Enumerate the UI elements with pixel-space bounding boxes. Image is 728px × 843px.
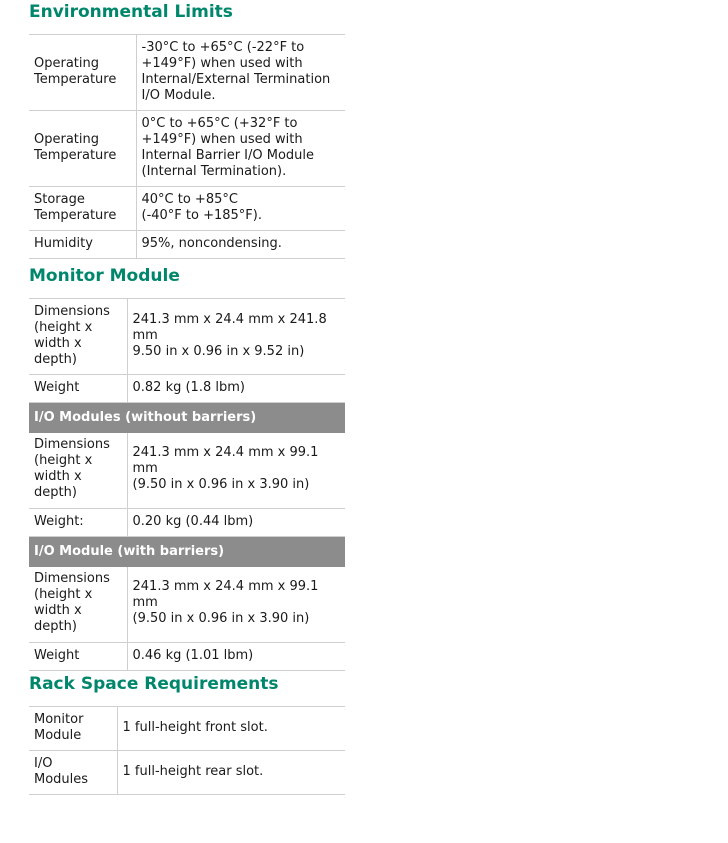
- row-value: 241.3 mm x 24.4 mm x 99.1 mm (9.50 in x 0.96 in x 3.90 in): [127, 567, 345, 643]
- row-value: 0°C to +65°C (+32°F to +149°F) when used with Internal Barrier I/O Module (Internal Termination).: [136, 111, 345, 187]
- monitor-module-heading: Monitor Module: [29, 266, 180, 286]
- table-row: [29, 231, 345, 259]
- rack-space-table: [29, 706, 345, 795]
- environmental-limits-heading: Environmental Limits: [29, 2, 233, 22]
- section-band: [29, 537, 345, 567]
- row-value: 0.46 kg (1.01 lbm): [127, 643, 345, 671]
- monitor-module-table: [29, 298, 345, 671]
- row-label: Weight: [29, 375, 127, 403]
- row-label: Operating Temperature: [29, 35, 136, 111]
- row-label: Dimensions (height x width x depth): [29, 567, 127, 643]
- row-value: 40°C to +85°C (-40°F to +185°F).: [136, 187, 345, 231]
- band-label: I/O Module (with barriers): [29, 537, 345, 567]
- table-row: [29, 509, 345, 537]
- row-value: 1 full-height front slot.: [117, 707, 345, 751]
- row-value: 1 full-height rear slot.: [117, 751, 345, 795]
- table-row: [29, 643, 345, 671]
- row-value: 241.3 mm x 24.4 mm x 241.8 mm 9.50 in x 0.96 in x 9.52 in): [127, 299, 345, 375]
- row-value: 95%, noncondensing.: [136, 231, 345, 259]
- row-label: Humidity: [29, 231, 136, 259]
- row-label: I/O Modules: [29, 751, 117, 795]
- row-label: Dimensions (height x width x depth): [29, 299, 127, 375]
- row-value: 241.3 mm x 24.4 mm x 99.1 mm (9.50 in x 0.96 in x 3.90 in): [127, 433, 345, 509]
- row-value: 0.20 kg (0.44 lbm): [127, 509, 345, 537]
- table-row: [29, 567, 345, 643]
- row-label: Weight: [29, 643, 127, 671]
- row-label: Operating Temperature: [29, 111, 136, 187]
- table-row: [29, 35, 345, 111]
- table-row: [29, 375, 345, 403]
- table-row: [29, 111, 345, 187]
- rack-space-heading: Rack Space Requirements: [29, 674, 279, 694]
- band-label: I/O Modules (without barriers): [29, 403, 345, 433]
- row-label: Weight:: [29, 509, 127, 537]
- row-value: -30°C to +65°C (-22°F to +149°F) when used with Internal/External Termination I/O Module.: [136, 35, 345, 111]
- row-value: 0.82 kg (1.8 lbm): [127, 375, 345, 403]
- table-row: [29, 433, 345, 509]
- table-row: [29, 187, 345, 231]
- row-label: Dimensions (height x width x depth): [29, 433, 127, 509]
- row-label: Storage Temperature: [29, 187, 136, 231]
- section-band: [29, 403, 345, 433]
- table-row: [29, 751, 345, 795]
- table-row: [29, 707, 345, 751]
- environmental-limits-table: [29, 34, 345, 259]
- table-row: [29, 299, 345, 375]
- row-label: Monitor Module: [29, 707, 117, 751]
